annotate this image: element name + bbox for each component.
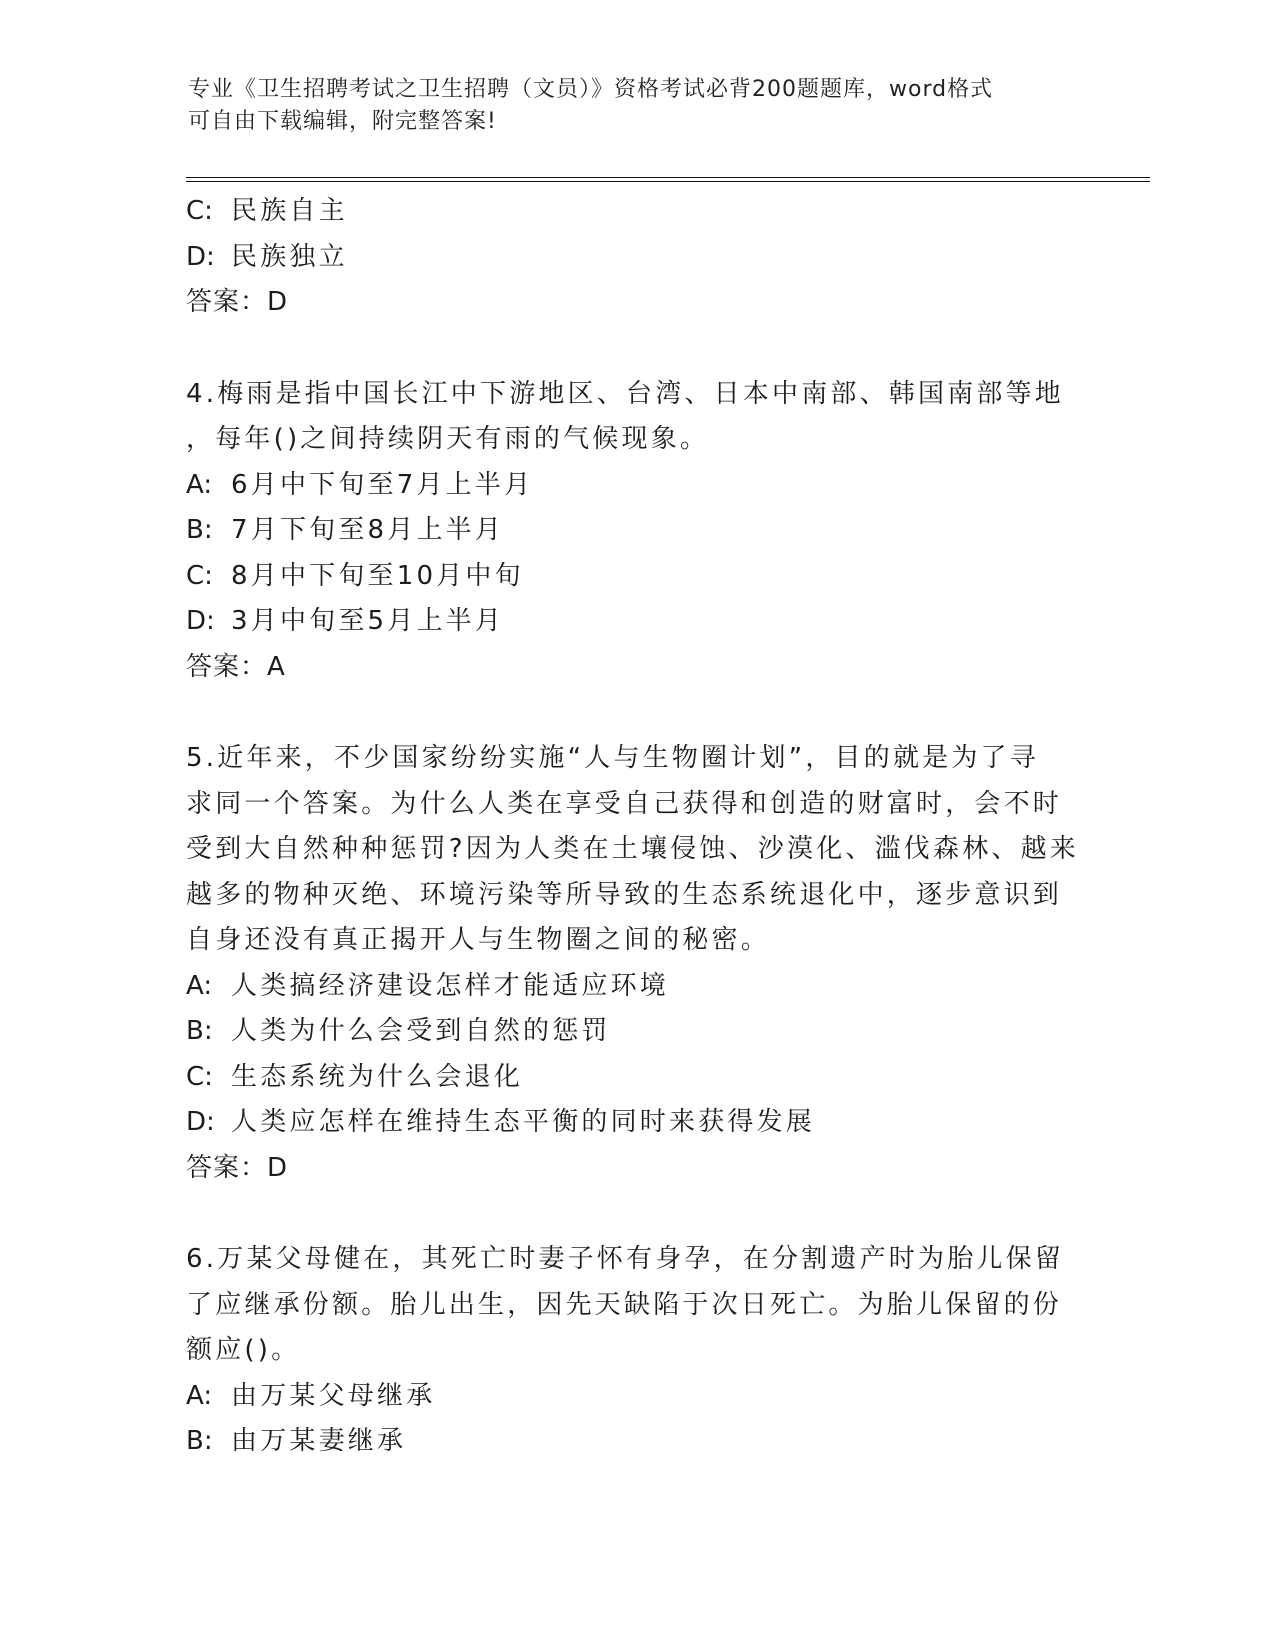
option-letter: A:	[186, 469, 213, 500]
option-letter: D:	[186, 241, 215, 272]
q5-stem-line-3: 受到大自然种种惩罚?因为人类在土壤侵蚀、沙漠化、滥伐森林、越来	[186, 834, 1080, 864]
option-letter: A:	[186, 1380, 213, 1411]
q5-option-c	[186, 1055, 1086, 1101]
option-letter: D:	[186, 606, 215, 636]
q4-option-b	[186, 508, 1086, 554]
option-text: 6月中下旬至7月上半月	[231, 469, 534, 500]
q5-stem-line-2: 求同一个答案。为什么人类在享受自己获得和创造的财富时，会不时	[186, 788, 1063, 819]
option-letter: B:	[186, 515, 213, 545]
q5-stem-line-1: 5.近年来，不少国家纷纷实施“人与生物圈计划”，目的就是为了寻	[186, 743, 1039, 773]
option-text: 人类应怎样在维持生态平衡的同时来获得发展	[231, 1107, 816, 1137]
q4-option-a	[186, 463, 1086, 509]
q5-answer: 答案：D	[186, 1152, 289, 1183]
q4-option-c	[186, 554, 1086, 600]
header-divider-bottom	[186, 181, 1150, 182]
q3-answer: 答案：D	[186, 287, 289, 317]
q4-stem-line-2: ，每年()之间持续阴天有雨的气候现象。	[186, 424, 710, 454]
option-text: 民族自主	[231, 196, 348, 226]
option-letter: C:	[186, 196, 213, 226]
question-content	[186, 189, 1086, 1465]
q6-option-a	[186, 1374, 1086, 1420]
option-text: 3月中旬至5月上半月	[231, 606, 505, 636]
option-letter: C:	[186, 560, 213, 591]
q5-stem-line-4: 越多的物种灭绝、环境污染等所导致的生态系统退化中，逐步意识到	[186, 879, 1063, 910]
option-text: 人类搞经济建设怎样才能适应环境	[231, 970, 670, 1001]
spacer	[186, 690, 1086, 736]
option-letter: B:	[186, 1016, 213, 1046]
option-text: 由万某妻继承	[231, 1426, 407, 1456]
option-text: 8月中下旬至10月中旬	[231, 560, 524, 591]
option-text: 民族独立	[231, 241, 348, 272]
option-letter: B:	[186, 1426, 213, 1456]
header-title-line-1: 专业《卫生招聘考试之卫生招聘（文员）》资格考试必背200题题库，word格式	[188, 77, 994, 102]
spacer	[186, 326, 1086, 372]
q4-stem-line-1: 4.梅雨是指中国长江中下游地区、台湾、日本中南部、韩国南部等地	[186, 378, 1065, 409]
option-text: 生态系统为什么会退化	[231, 1061, 524, 1092]
option-letter: C:	[186, 1061, 213, 1092]
option-text: 7月下旬至8月上半月	[231, 515, 505, 545]
q5-option-d	[186, 1100, 1086, 1146]
spacer	[186, 1191, 1086, 1237]
option-letter: A:	[186, 970, 213, 1001]
header-divider-top	[186, 177, 1150, 178]
q5-option-b	[186, 1009, 1086, 1055]
option-text: 人类为什么会受到自然的惩罚	[231, 1016, 611, 1046]
q6-option-b	[186, 1419, 1086, 1465]
q5-option-a	[186, 964, 1086, 1010]
q3-option-c	[186, 189, 1086, 235]
q4-option-d	[186, 599, 1086, 645]
document-header	[188, 74, 1068, 138]
option-letter: D:	[186, 1107, 215, 1137]
option-text: 由万某父母继承	[231, 1380, 436, 1411]
q3-option-d	[186, 235, 1086, 281]
q6-stem-line-2: 了应继承份额。胎儿出生，因先天缺陷于次日死亡。为胎儿保留的份	[186, 1289, 1063, 1320]
header-title-line-2: 可自由下载编辑，附完整答案!	[188, 109, 497, 134]
q6-stem-line-3: 额应()。	[186, 1335, 301, 1365]
q5-stem-line-5: 自身还没有真正揭开人与生物圈之间的秘密。	[186, 925, 771, 955]
q4-answer: 答案：A	[186, 651, 286, 682]
q6-stem-line-1: 6.万某父母健在，其死亡时妻子怀有身孕，在分割遗产时为胎儿保留	[186, 1244, 1065, 1274]
